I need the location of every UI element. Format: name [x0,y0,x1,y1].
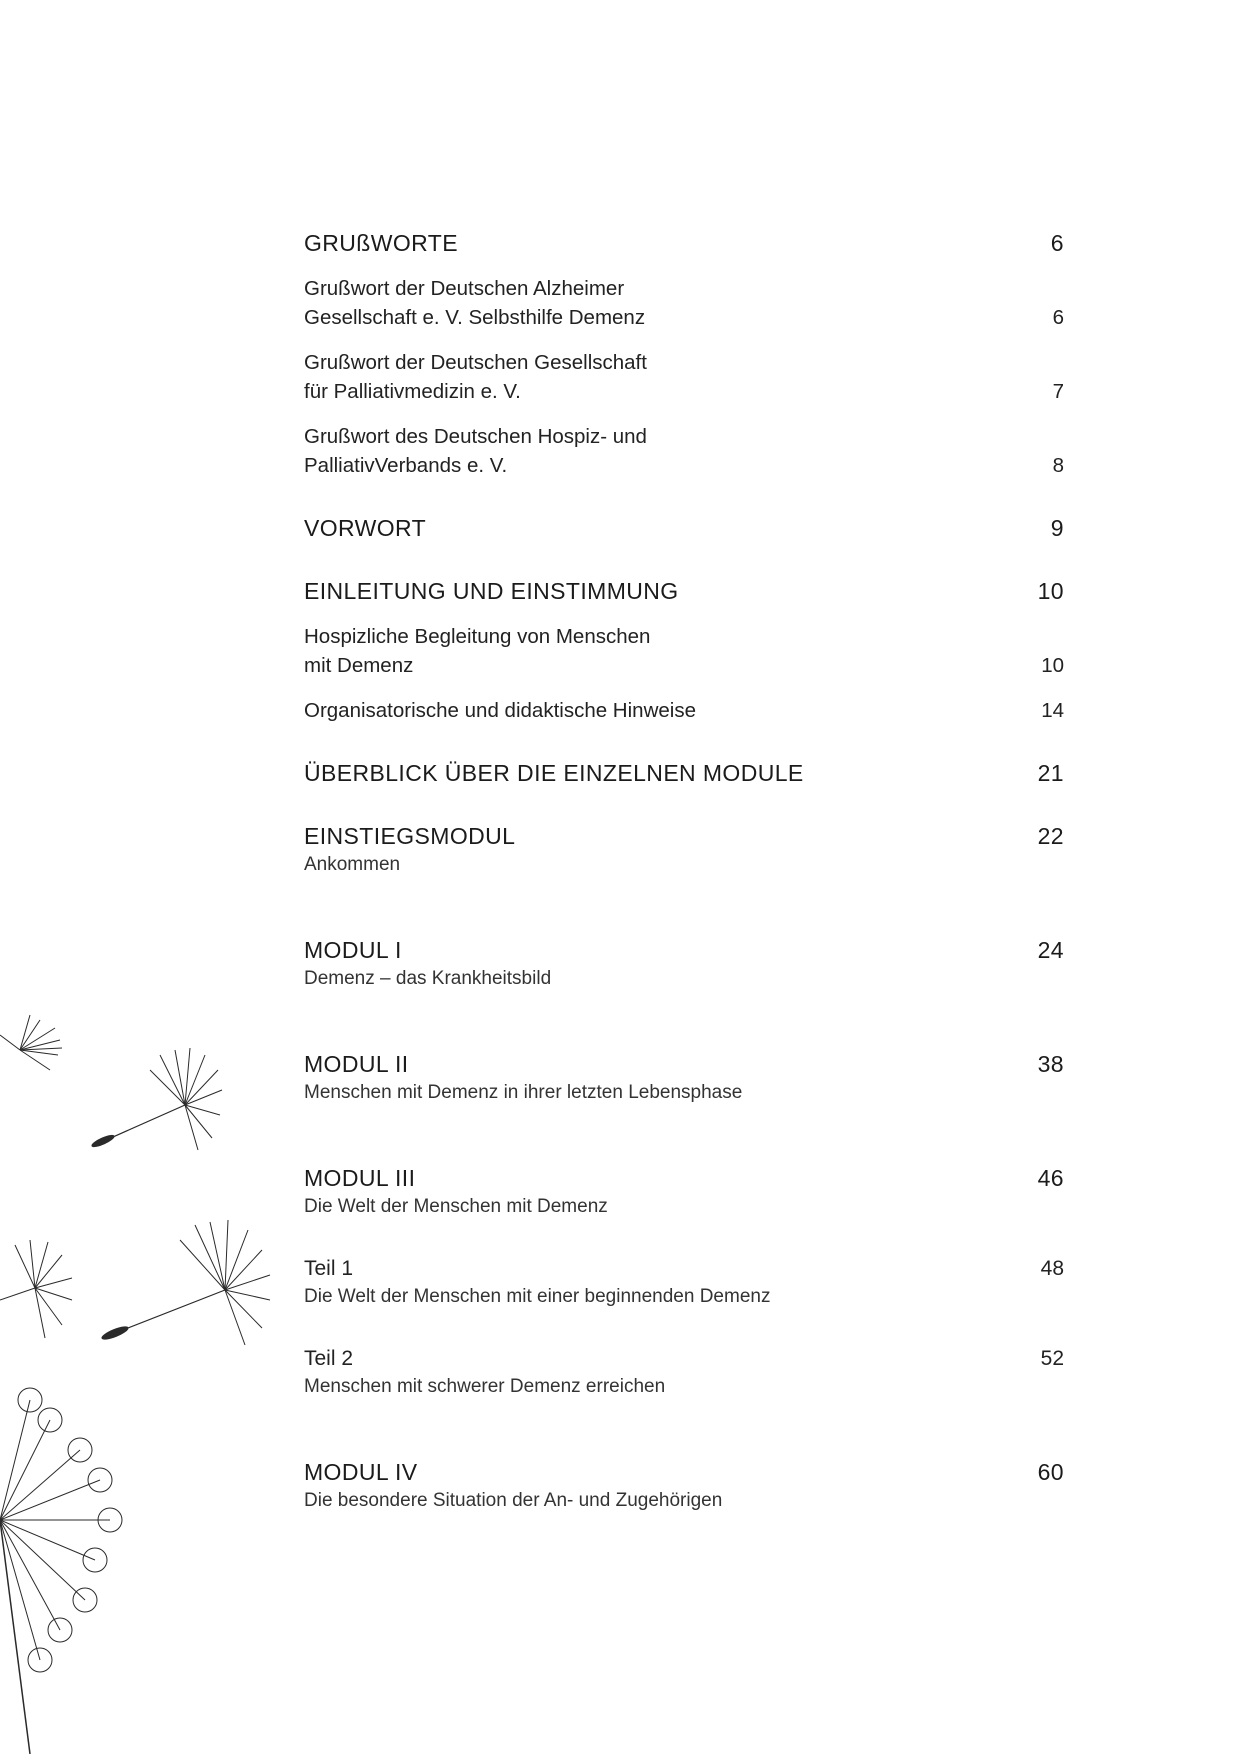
toc-page-number: 8 [1052,454,1064,477]
toc-entry-hospizliche-begleitung [304,622,1064,680]
toc-entry-line: mit Demenz [304,654,414,677]
dandelion-seed-icon [0,1015,62,1070]
toc-title: ÜBERBLICK ÜBER DIE EINZELNEN MODULE [304,760,804,786]
toc-section-modul-1 [304,935,1064,993]
toc-title: Teil 2 [304,1347,354,1370]
toc-entry-line: Hospizliche Begleitung von Menschen [304,625,651,648]
toc-entry-organisatorische-hinweise [304,696,1064,725]
toc-page-number: 21 [1037,760,1064,786]
toc-page-number: 52 [1040,1347,1064,1370]
toc-page-number: 10 [1041,654,1064,677]
toc-title: GRUßWORTE [304,230,458,256]
toc-section-einstiegsmodul [304,821,1064,879]
toc-entry-line: Organisatorische und didaktische Hinweise [304,699,696,722]
toc-page-number: 7 [1052,380,1064,403]
toc-section-grussworte [304,228,1064,258]
toc-entry-grusswort-palliativmedizin [304,348,1064,406]
dandelion-seed-icon [91,1048,222,1150]
toc-subtitle: Die Welt der Menschen mit einer beginnenden Demenz [304,1286,771,1307]
toc-subtitle: Demenz – das Krankheitsbild [304,968,552,989]
toc-page-number: 14 [1041,699,1064,722]
toc-entry-line: Gesellschaft e. V. Selbsthilfe Demenz [304,306,646,329]
toc-title: MODUL III [304,1165,416,1191]
toc-page-number: 6 [1052,306,1064,329]
toc-subtitle: Ankommen [304,854,401,875]
toc-section-vorwort [304,513,1064,543]
toc-page-number: 9 [1050,515,1064,541]
toc-title: EINSTIEGSMODUL [304,823,516,849]
toc-page-number: 48 [1040,1257,1064,1280]
toc-entry-line: Grußwort der Deutschen Alzheimer [304,277,625,300]
table-of-contents [304,228,1064,1515]
toc-title: Teil 1 [304,1257,354,1280]
toc-entry-teil-1 [304,1254,1064,1311]
toc-page-number: 6 [1050,230,1064,256]
toc-page-number: 22 [1037,823,1064,849]
toc-entry-line: Grußwort der Deutschen Gesellschaft [304,351,647,374]
toc-section-einleitung [304,576,1064,606]
toc-page-number: 24 [1037,937,1064,963]
toc-page-number: 38 [1037,1051,1064,1077]
toc-title: MODUL I [304,937,402,963]
toc-title: MODUL IV [304,1459,418,1485]
toc-entry-grusswort-hospiz [304,422,1064,480]
toc-subtitle: Menschen mit schwerer Demenz erreichen [304,1376,666,1397]
toc-title: MODUL II [304,1051,409,1077]
toc-page-number: 10 [1037,578,1064,604]
toc-page-number: 46 [1037,1165,1064,1191]
toc-entry-line: Grußwort des Deutschen Hospiz- und [304,425,647,448]
toc-title: VORWORT [304,515,427,541]
toc-entry-grusswort-alzheimer [304,274,1064,332]
toc-title: EINLEITUNG UND EINSTIMMUNG [304,578,679,604]
toc-entry-teil-2 [304,1344,1064,1401]
toc-section-modul-4 [304,1457,1064,1515]
dandelion-seed-icon [101,1220,270,1345]
toc-subtitle: Die besondere Situation der An- und Zugehörigen [304,1490,723,1511]
toc-page-number: 60 [1037,1459,1064,1485]
toc-subtitle: Die Welt der Menschen mit Demenz [304,1196,608,1217]
toc-section-ueberblick [304,758,1064,788]
dandelion-flower-icon [0,1388,122,1754]
toc-section-modul-2 [304,1049,1064,1107]
toc-section-modul-3 [304,1163,1064,1221]
toc-entry-line: PalliativVerbands e. V. [304,454,508,477]
toc-subtitle: Menschen mit Demenz in ihrer letzten Lebensphase [304,1082,743,1103]
dandelion-seeds-illustration [0,960,300,1754]
toc-entry-line: für Palliativmedizin e. V. [304,380,521,403]
dandelion-seed-icon [0,1240,72,1338]
